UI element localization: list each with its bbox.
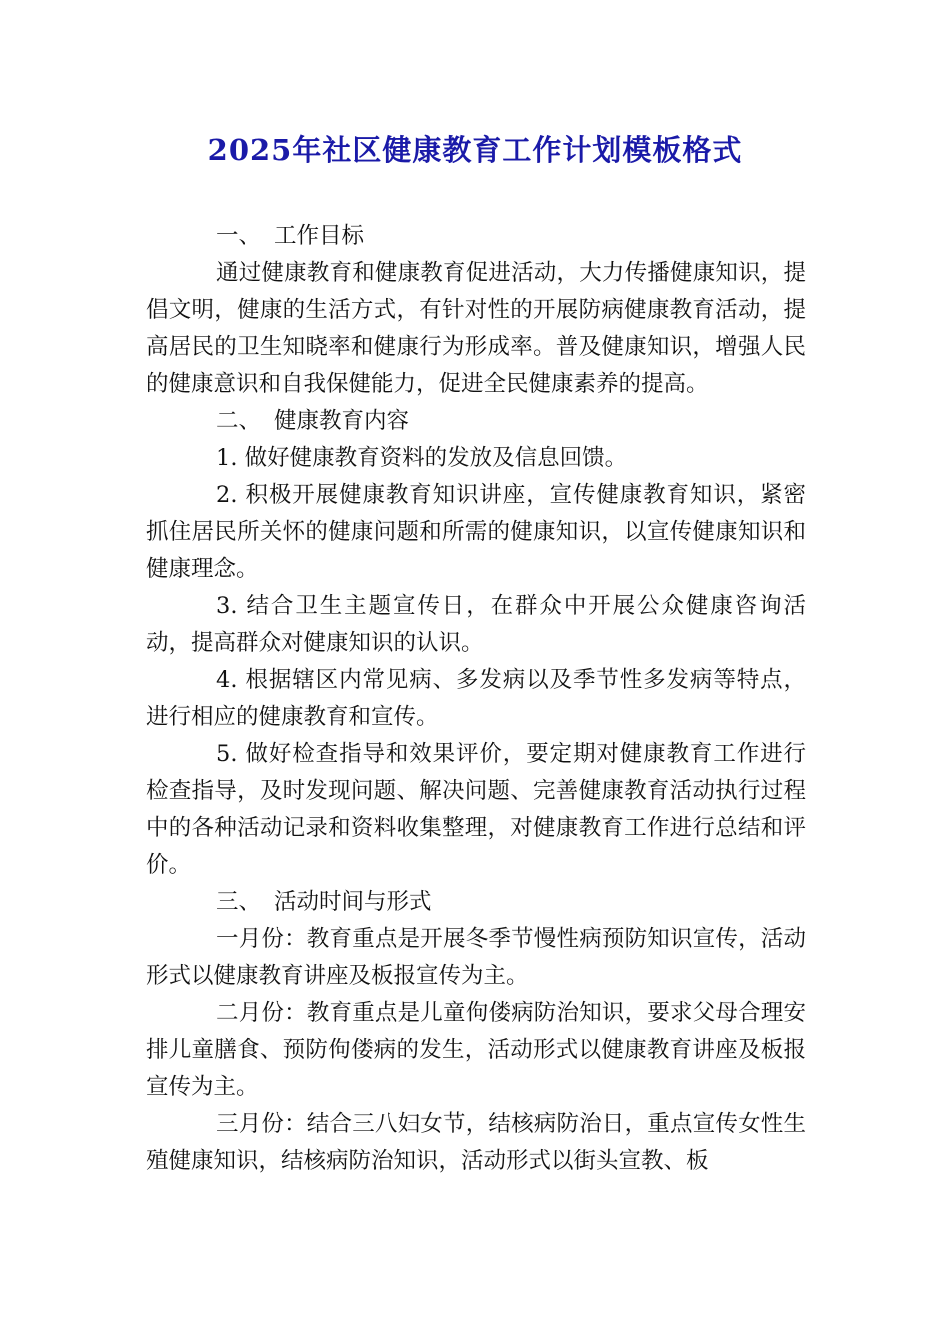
section-heading-2	[146, 403, 806, 440]
section-title: 工作目标	[274, 223, 365, 249]
month-paragraph: 三月份：结合三八妇女节，结核病防治日，重点宣传女性生殖健康知识，结核病防治知识，活动形式以街头宣教、板	[146, 1111, 806, 1174]
paragraph: 通过健康教育和健康教育促进活动，大力传播健康知识，提倡文明，健康的生活方式，有针对性的开展防病健康教育活动，提高居民的卫生知晓率和健康行为形成率。普及健康知识，增强人民的健康意识和自我保健能力，促进全民健康素养的提高。	[146, 260, 806, 397]
list-item: 2. 积极开展健康教育知识讲座，宣传健康教育知识，紧密抓住居民所关怀的健康问题和所需的健康知识，以宣传健康知识和健康理念。	[146, 482, 806, 582]
section-title: 活动时间与形式	[274, 889, 432, 915]
section-heading-1	[146, 218, 806, 255]
month-paragraph: 一月份：教育重点是开展冬季节慢性病预防知识宣传，活动形式以健康教育讲座及板报宣传为主。	[146, 926, 806, 989]
section-number: 二、	[216, 408, 262, 434]
list-item: 3. 结合卫生主题宣传日，在群众中开展公众健康咨询活动，提高群众对健康知识的认识。	[146, 593, 806, 656]
section-number: 三、	[216, 889, 262, 915]
section-number: 一、	[216, 223, 262, 249]
list-item: 5. 做好检查指导和效果评价，要定期对健康教育工作进行检查指导，及时发现问题、解决问题、完善健康教育活动执行过程中的各种活动记录和资料收集整理，对健康教育工作进行总结和评价。	[146, 741, 806, 878]
list-item: 4. 根据辖区内常见病、多发病以及季节性多发病等特点，进行相应的健康教育和宣传。	[146, 667, 806, 730]
document-title: 2025年社区健康教育工作计划模板格式	[207, 133, 743, 167]
month-paragraph: 二月份：教育重点是儿童佝偻病防治知识，要求父母合理安排儿童膳食、预防佝偻病的发生，活动形式以健康教育讲座及板报宣传为主。	[146, 1000, 806, 1100]
section-title: 健康教育内容	[274, 408, 410, 434]
document-body	[146, 218, 806, 1180]
list-item: 1. 做好健康教育资料的发放及信息回馈。	[216, 445, 628, 471]
section-heading-3	[146, 884, 806, 921]
